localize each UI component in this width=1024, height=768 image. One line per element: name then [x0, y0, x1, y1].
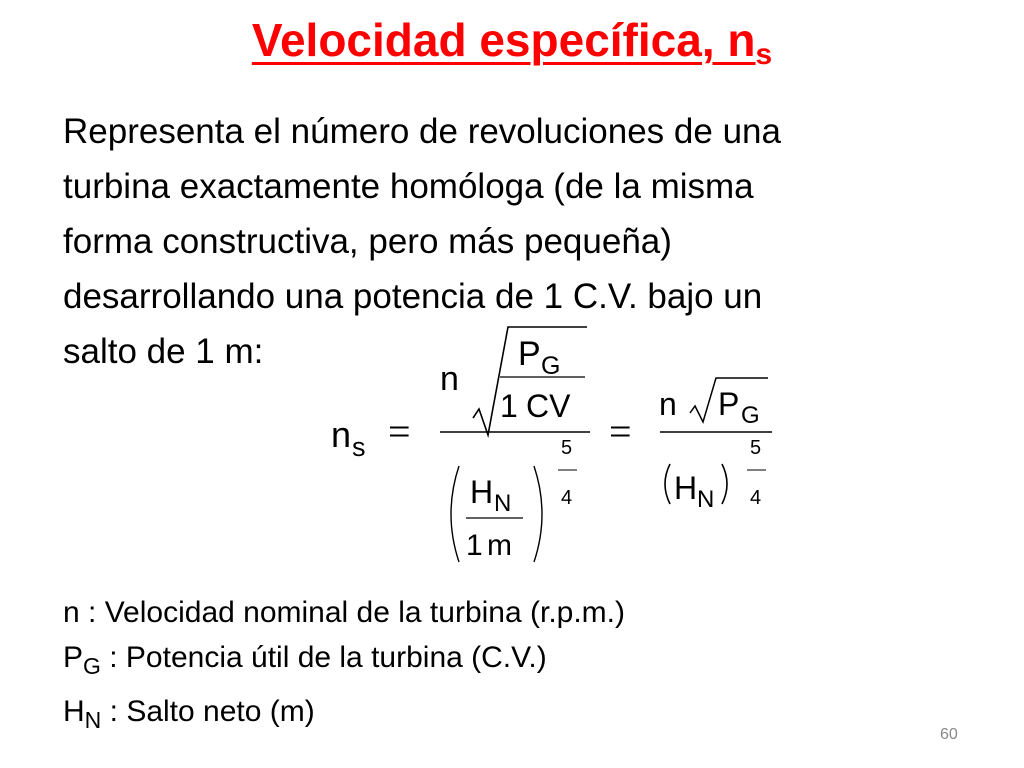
symbol: H [63, 695, 85, 728]
formula-equals-2: = [609, 409, 632, 454]
paragraph-line: desarrollando una potencia de 1 C.V. bajo un [63, 277, 763, 316]
symbol: n [63, 596, 80, 629]
definition-text: Salto neto (m) [126, 695, 315, 728]
exponent-den-2: 4 [750, 487, 762, 509]
right-paren-1 [534, 466, 542, 562]
page-number: 60 [940, 726, 958, 743]
formula-G-1: G [541, 352, 561, 380]
symbol-definitions [63, 590, 625, 743]
symbol-subscript: G [83, 653, 101, 679]
definition-pg [63, 635, 625, 689]
definition-paragraph [63, 104, 963, 379]
paragraph-line: salto de 1 m: [63, 332, 264, 371]
formula-G-2: G [741, 402, 760, 429]
symbol-subscript: N [84, 707, 102, 733]
formula-ns-subscript: s [352, 432, 366, 462]
slide-title [0, 8, 1024, 87]
sqrt-symbol-2 [690, 378, 768, 422]
formula-equals-1: = [388, 409, 411, 454]
right-paren-2 [722, 464, 727, 504]
definition-text: Velocidad nominal de la turbina (r.p.m.) [104, 596, 625, 629]
left-paren-1 [451, 466, 459, 562]
paragraph-line: forma constructiva, pero más pequeña) [63, 222, 672, 261]
paragraph-line: turbina exactamente homóloga (de la misma [63, 167, 754, 206]
exponent-num-2: 5 [750, 437, 762, 459]
definition-hn [63, 689, 625, 743]
formula-P-1: P [518, 335, 541, 373]
definition-n [63, 590, 625, 635]
left-paren-2 [665, 464, 670, 504]
formula-m: m [487, 529, 512, 562]
symbol: P [63, 641, 84, 674]
formula-N-1: N [494, 490, 512, 517]
paragraph-line: Representa el número de revoluciones de una [63, 112, 781, 151]
exponent-den-1: 4 [561, 487, 573, 509]
formula-P-2: P [718, 386, 740, 422]
formula-ns: n [331, 414, 352, 455]
title-text: Velocidad específica, n [251, 14, 756, 66]
formula-H-2: H [674, 470, 698, 506]
separator: : [79, 596, 105, 629]
formula-n-1: n [440, 360, 459, 398]
separator: : [101, 695, 127, 728]
definition-text: Potencia útil de la turbina (C.V.) [125, 641, 547, 674]
separator: : [100, 641, 126, 674]
formula-H-1: H [470, 474, 494, 510]
formula-n-2: n [659, 386, 677, 422]
formula-N-2: N [697, 486, 715, 513]
formula-one-1: 1 [500, 388, 518, 424]
formula-CV: CV [526, 388, 571, 424]
formula-one-2: 1 [466, 529, 483, 562]
exponent-num-1: 5 [561, 437, 573, 459]
title-subscript: s [755, 38, 773, 71]
